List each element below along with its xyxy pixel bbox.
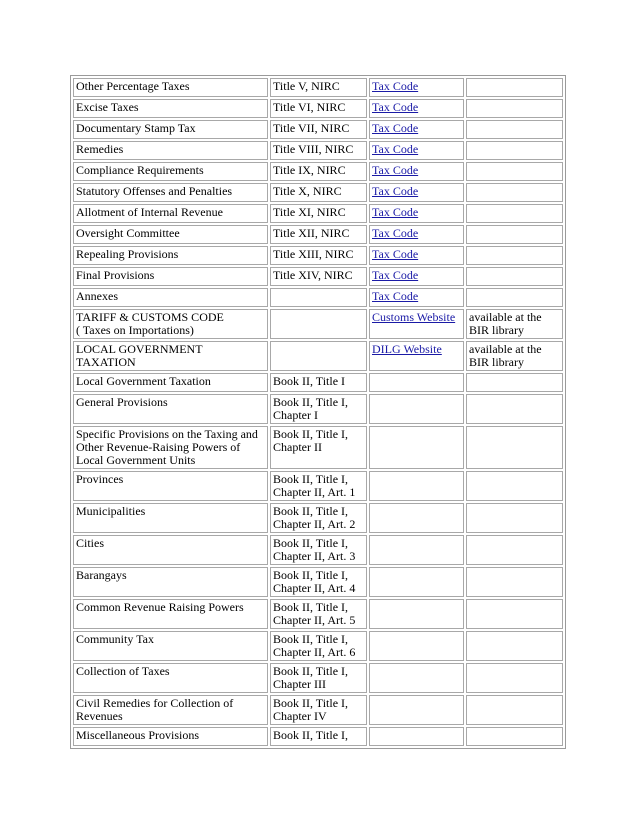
note-cell [466, 99, 563, 118]
source-link[interactable]: Tax Code [372, 289, 419, 303]
note-cell [466, 246, 563, 265]
note-cell [466, 503, 563, 533]
reference-cell: Book II, Title I, Chapter II, Art. 4 [270, 567, 367, 597]
link-cell [369, 631, 464, 661]
link-cell [369, 78, 464, 97]
note-cell [466, 695, 563, 725]
topic-cell: Miscellaneous Provisions [73, 727, 268, 746]
table-row [73, 535, 563, 565]
link-cell [369, 471, 464, 501]
table-row [73, 246, 563, 265]
topic-cell: Collection of Taxes [73, 663, 268, 693]
table-row [73, 288, 563, 307]
topic-cell: Oversight Committee [73, 225, 268, 244]
note-cell [466, 631, 563, 661]
link-cell [369, 663, 464, 693]
reference-cell: Book II, Title I [270, 373, 367, 392]
reference-cell: Book II, Title I, Chapter II, Art. 5 [270, 599, 367, 629]
table-row [73, 341, 563, 371]
table-row [73, 394, 563, 424]
topic-cell: Other Percentage Taxes [73, 78, 268, 97]
topic-cell: Civil Remedies for Collection of Revenues [73, 695, 268, 725]
table-row [73, 503, 563, 533]
topic-cell: Community Tax [73, 631, 268, 661]
topic-cell: Local Government Taxation [73, 373, 268, 392]
source-link[interactable]: Customs Website [372, 310, 456, 324]
note-cell [466, 141, 563, 160]
link-cell [369, 567, 464, 597]
table-row [73, 204, 563, 223]
table-row [73, 599, 563, 629]
topic-cell: Compliance Requirements [73, 162, 268, 181]
note-cell [466, 267, 563, 286]
note-cell [466, 394, 563, 424]
reference-cell: Book II, Title I, [270, 727, 367, 746]
link-cell [369, 141, 464, 160]
topic-cell: Barangays [73, 567, 268, 597]
source-link[interactable]: Tax Code [372, 247, 419, 261]
topic-cell: Final Provisions [73, 267, 268, 286]
note-cell [466, 599, 563, 629]
topic-cell: TARIFF & CUSTOMS CODE ( Taxes on Importations) [73, 309, 268, 339]
reference-cell [270, 309, 367, 339]
reference-cell [270, 288, 367, 307]
reference-cell: Title IX, NIRC [270, 162, 367, 181]
table-row [73, 727, 563, 746]
source-link[interactable]: DILG Website [372, 342, 442, 356]
reference-cell: Book II, Title I, Chapter II, Art. 6 [270, 631, 367, 661]
source-link[interactable]: Tax Code [372, 100, 419, 114]
source-link[interactable]: Tax Code [372, 184, 419, 198]
topic-cell: Statutory Offenses and Penalties [73, 183, 268, 202]
topic-cell: Common Revenue Raising Powers [73, 599, 268, 629]
reference-cell: Book II, Title I, Chapter II [270, 426, 367, 469]
note-cell [466, 373, 563, 392]
link-cell [369, 341, 464, 371]
topic-cell: Specific Provisions on the Taxing and Other Revenue-Raising Powers of Local Government Units [73, 426, 268, 469]
table-row [73, 267, 563, 286]
link-cell [369, 267, 464, 286]
reference-cell: Book II, Title I, Chapter II, Art. 1 [270, 471, 367, 501]
table-row [73, 471, 563, 501]
source-link[interactable]: Tax Code [372, 163, 419, 177]
link-cell [369, 120, 464, 139]
link-cell [369, 695, 464, 725]
topic-cell: LOCAL GOVERNMENT TAXATION [73, 341, 268, 371]
link-cell [369, 599, 464, 629]
note-cell [466, 288, 563, 307]
note-cell: available at the BIR library [466, 309, 563, 339]
table-body [73, 78, 563, 746]
topic-cell: Annexes [73, 288, 268, 307]
link-cell [369, 394, 464, 424]
link-cell [369, 246, 464, 265]
link-cell [369, 503, 464, 533]
reference-cell: Book II, Title I, Chapter II, Art. 3 [270, 535, 367, 565]
reference-cell: Title V, NIRC [270, 78, 367, 97]
link-cell [369, 204, 464, 223]
table-row [73, 695, 563, 725]
reference-cell: Title XI, NIRC [270, 204, 367, 223]
topic-cell: General Provisions [73, 394, 268, 424]
reference-cell: Book II, Title I, Chapter III [270, 663, 367, 693]
link-cell [369, 727, 464, 746]
reference-cell [270, 341, 367, 371]
note-cell [466, 471, 563, 501]
note-cell [466, 183, 563, 202]
reference-cell: Title X, NIRC [270, 183, 367, 202]
table-row [73, 162, 563, 181]
source-link[interactable]: Tax Code [372, 205, 419, 219]
reference-cell: Book II, Title I, Chapter IV [270, 695, 367, 725]
link-cell [369, 162, 464, 181]
link-cell [369, 373, 464, 392]
table-row [73, 426, 563, 469]
table-row [73, 309, 563, 339]
link-cell [369, 225, 464, 244]
source-link[interactable]: Tax Code [372, 79, 419, 93]
table-row [73, 120, 563, 139]
link-cell [369, 288, 464, 307]
table-row [73, 225, 563, 244]
reference-cell: Title VII, NIRC [270, 120, 367, 139]
source-link[interactable]: Tax Code [372, 226, 419, 240]
reference-cell: Title XII, NIRC [270, 225, 367, 244]
topic-cell: Remedies [73, 141, 268, 160]
source-link[interactable]: Tax Code [372, 121, 419, 135]
topic-cell: Municipalities [73, 503, 268, 533]
reference-cell: Book II, Title I, Chapter I [270, 394, 367, 424]
table-row [73, 373, 563, 392]
table-row [73, 99, 563, 118]
table-row [73, 631, 563, 661]
source-link[interactable]: Tax Code [372, 142, 419, 156]
link-cell [369, 309, 464, 339]
note-cell [466, 567, 563, 597]
source-link[interactable]: Tax Code [372, 268, 419, 282]
note-cell [466, 120, 563, 139]
note-cell: available at the BIR library [466, 341, 563, 371]
note-cell [466, 663, 563, 693]
reference-cell: Title VIII, NIRC [270, 141, 367, 160]
topic-cell: Cities [73, 535, 268, 565]
table-row [73, 141, 563, 160]
note-cell [466, 426, 563, 469]
topic-cell: Repealing Provisions [73, 246, 268, 265]
topic-cell: Excise Taxes [73, 99, 268, 118]
reference-cell: Title VI, NIRC [270, 99, 367, 118]
link-cell [369, 99, 464, 118]
note-cell [466, 78, 563, 97]
topic-cell: Provinces [73, 471, 268, 501]
tax-reference-table [70, 75, 566, 749]
link-cell [369, 426, 464, 469]
note-cell [466, 727, 563, 746]
link-cell [369, 535, 464, 565]
table-row [73, 78, 563, 97]
note-cell [466, 162, 563, 181]
note-cell [466, 204, 563, 223]
reference-cell: Title XIII, NIRC [270, 246, 367, 265]
reference-cell: Title XIV, NIRC [270, 267, 367, 286]
link-cell [369, 183, 464, 202]
table-row [73, 567, 563, 597]
note-cell [466, 535, 563, 565]
topic-cell: Documentary Stamp Tax [73, 120, 268, 139]
note-cell [466, 225, 563, 244]
topic-cell: Allotment of Internal Revenue [73, 204, 268, 223]
table-row [73, 663, 563, 693]
reference-cell: Book II, Title I, Chapter II, Art. 2 [270, 503, 367, 533]
table-row [73, 183, 563, 202]
